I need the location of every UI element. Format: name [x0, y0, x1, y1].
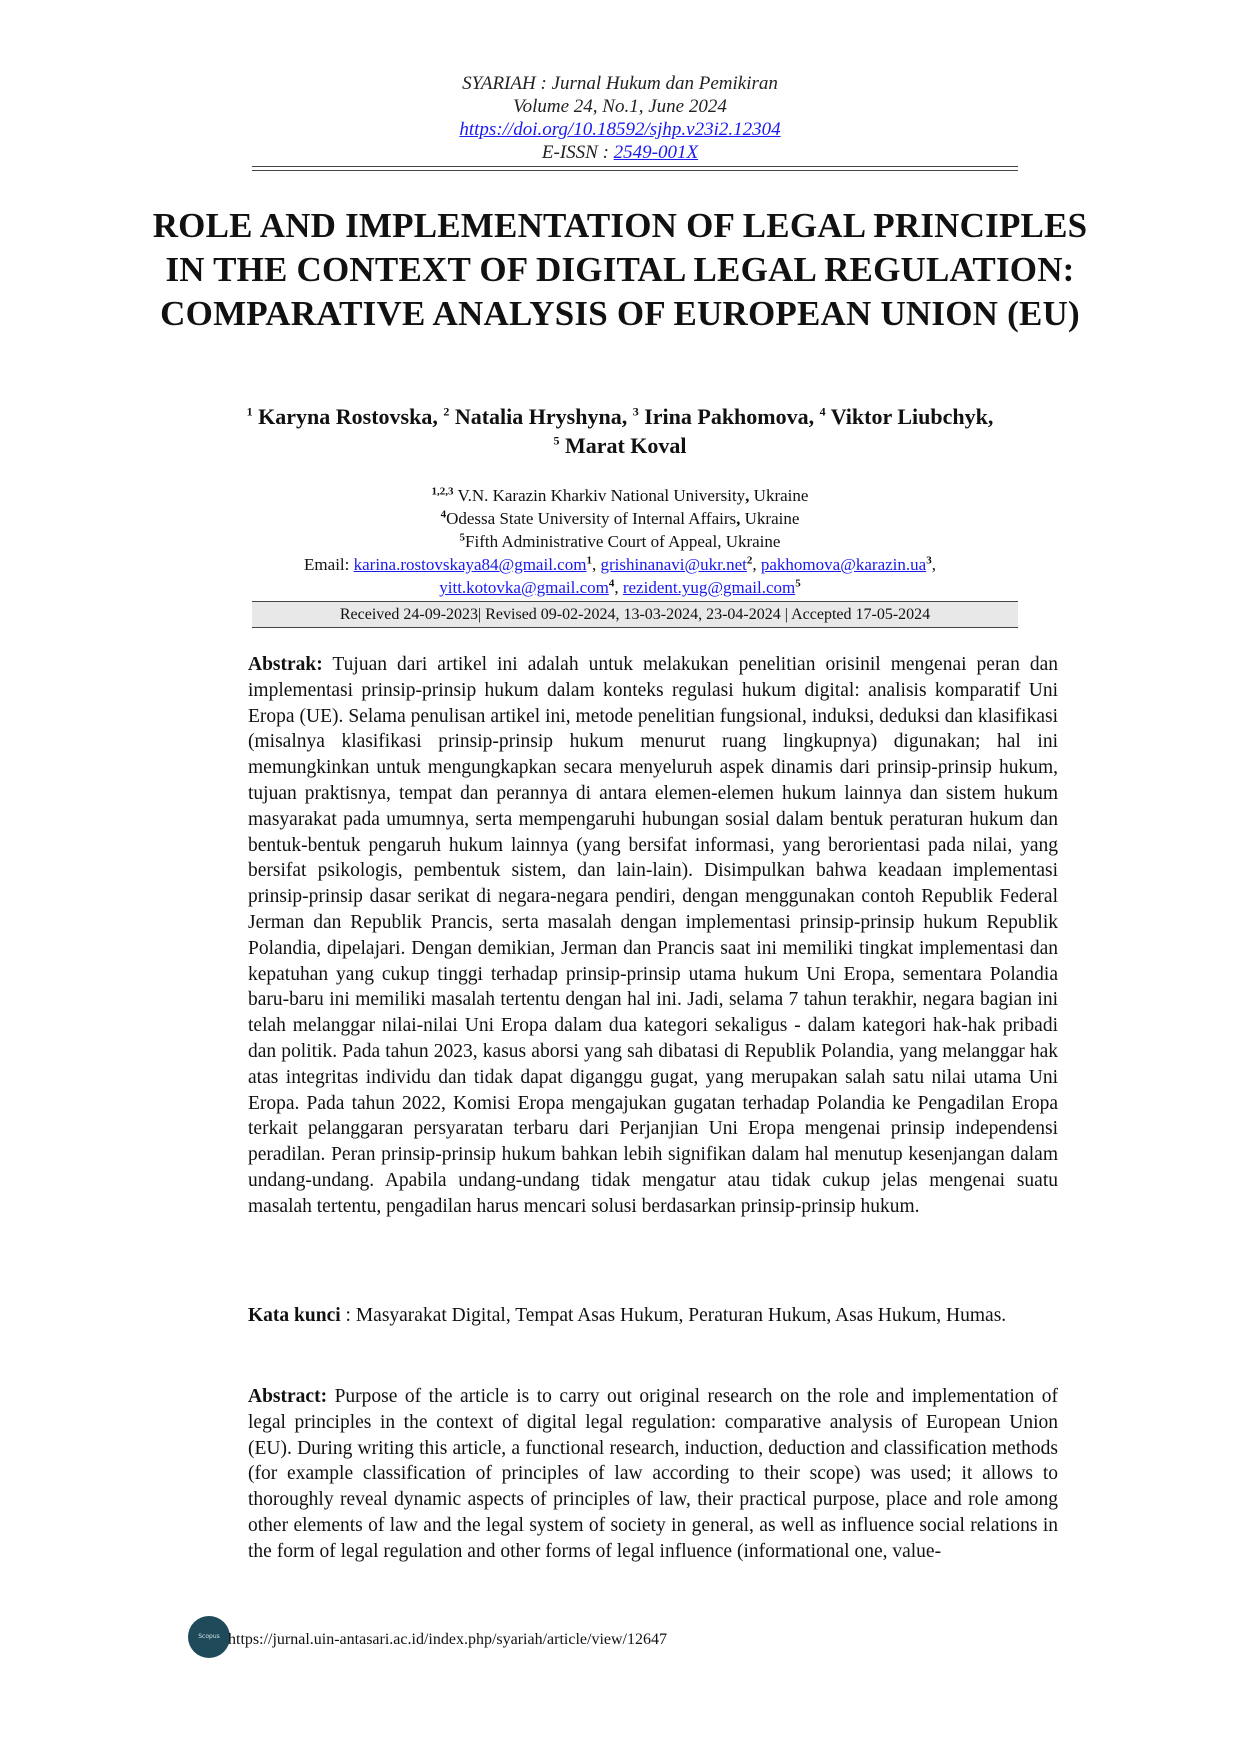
affiliation-1-name: V.N. Karazin Kharkiv National University — [457, 486, 746, 505]
header-rule-bottom — [252, 170, 1018, 171]
affiliation-1-country: Ukraine — [753, 486, 809, 505]
abstract-label: Abstract: — [248, 1386, 328, 1407]
affiliations — [200, 484, 1040, 599]
kata-kunci-paragraph — [248, 1303, 1058, 1329]
affiliation-1-number: 1,2,3 — [431, 485, 454, 498]
header-rule-top — [252, 166, 1018, 167]
author-4-number: 4 — [819, 404, 826, 419]
abstract-paragraph — [248, 1384, 1058, 1565]
affiliation-2-country: Ukraine — [744, 509, 800, 528]
affiliation-2-name: Odessa State University of Internal Affairs — [446, 509, 737, 528]
abstrak-text: Tujuan dari artikel ini adalah untuk melakukan penelitian orisinil mengenai peran dan implementasi prinsip-prinsip hukum dalam konteks regulasi hukum digital: analisis komparatif Uni Eropa (UE). Selama penulisan artikel ini, metode penelitian fungsional, induksi, deduksi dan klasifikasi (misalnya klasifikasi prinsip-prinsip hukum menurut ruang lingkupnya) digunakan; hal ini memungkinkan untuk mengungkapkan secara menyeluruh aspek dinamis dari prinsip-prinsip hukum, tujuan praktisnya, tempat dan perannya di antara elemen-elemen hukum lainnya dan sistem hukum masyarakat pada umumnya, serta mempengaruhi hubungan sosial dalam bentuk peraturan hukum dan bentuk-bentuk pengaruh hukum lainnya (yang bersifat informasi, yang berorientasi pada nilai, yang bersifat psikologis, pembentuk sistem, dan lain-lain). Disimpulkan bahwa keadaan implementasi prinsip-prinsip dasar serikat di negara-negara pendiri, dengan menggunakan contoh Republik Federal Jerman dan Republik Prancis, serta masalah dengan implementasi prinsip-prinsip hukum Republik Polandia, dipelajari. Dengan demikian, Jerman dan Prancis saat ini memiliki tingkat implementasi dan kepatuhan yang cukup tinggi terhadap prinsip-prinsip utama hukum Uni Eropa, sementara Polandia baru-baru ini memiliki masalah tertentu dengan hal ini. Jadi, selama 7 tahun terakhir, negara bagian ini telah melanggar nilai-nilai Uni Eropa dalam dua kategori sekaligus - dalam kategori hak-hak pribadi dan politik. Pada tahun 2023, kasus aborsi yang sah dibatasi di Republik Polandia, yang melanggar hak atas integritas individu dan tidak dapat diganggu gugat, yang merupakan salah satu nilai utama Uni Eropa. Pada tahun 2022, Komisi Eropa mengajukan gugatan terhadap Polandia ke Pengadilan Eropa terkait pelanggaran persyaratan terbaru dari Perjanjian Uni Eropa mengenai prinsip independensi peradilan. Peran prinsip-prinsip hukum bahkan lebih signifikan dalam hal menutup kesenjangan dalam undang-undang. Apabila undang-undang tidak mengatur atau tidak cukup jelas mengenai suatu masalah tertentu, pengadilan harus mencari solusi berdasarkan prinsip-prinsip hukum. — [248, 654, 1058, 1217]
email-1[interactable]: karina.rostovskaya84@gmail.com — [353, 555, 587, 574]
scopus-logo-icon: Scopus — [188, 1616, 230, 1658]
email-5[interactable]: rezident.yug@gmail.com — [622, 578, 796, 597]
email-4-number: 4 — [608, 577, 615, 590]
author-1: Karyna Rostovska, — [258, 404, 438, 429]
author-5: Marat Koval — [564, 433, 687, 458]
author-3: Irina Pakhomova, — [644, 404, 815, 429]
kata-kunci-text: : Masyarakat Digital, Tempat Asas Hukum, Peraturan Hukum, Asas Hukum, Humas. — [340, 1305, 1007, 1326]
author-2-number: 2 — [443, 404, 450, 419]
author-list — [160, 402, 1080, 460]
email-2[interactable]: grishinanavi@ukr.net — [600, 555, 747, 574]
affiliation-3 — [200, 530, 1040, 553]
email-line-1: Email: karina.rostovskaya84@gmail.com$^1$, grishinanavi@ukr.net$^2$, $pakhomova@karazin.ua^3$, — [304, 554, 936, 574]
journal-title: SYARIAH : Jurnal Hukum dan Pemikiran — [462, 73, 778, 94]
journal-volume: Volume 24, No.1, June 2024 — [513, 96, 727, 117]
abstract-text: Purpose of the article is to carry out original research on the role and implementation of legal principles in the context of digital legal regulation: comparative analysis of European Union (EU). During writing this article, a functional research, induction, deduction and classification methods (for example classification of principles of law according to their scope) was used; it allows to thoroughly reveal dynamic aspects of principles of law, their practical purpose, place and role among other elements of law and the legal system of society in general, as well as influence social relations in the form of legal regulation and other forms of legal influence (informational one, value- — [248, 1386, 1058, 1562]
author-1-number: 1 — [246, 404, 253, 419]
author-3-number: 3 — [632, 404, 639, 419]
affiliation-3-number: 5 — [459, 531, 466, 544]
email-3-number: 3 — [926, 554, 932, 567]
footer-url[interactable]: https://jurnal.uin-antasari.ac.id/index.php/syariah/article/view/12647 — [228, 1631, 667, 1648]
email-2-number: 2 — [746, 554, 753, 567]
affiliation-3-name: Fifth Administrative Court of Appeal, Ukraine — [465, 532, 781, 551]
kata-kunci-label: Kata kunci — [248, 1305, 341, 1326]
email-label: Email: — [304, 555, 354, 574]
email-1-number: 1 — [586, 554, 592, 567]
abstrak-paragraph — [248, 652, 1058, 1220]
submission-dates: Received 24-09-2023| Revised 09-02-2024, 13-03-2024, 23-04-2024 | Accepted 17-05-2024 — [252, 601, 1018, 628]
eissn-line — [0, 141, 1240, 164]
email-4[interactable]: yitt.kotovka@gmail.com — [439, 578, 609, 597]
author-5-number: 5 — [553, 433, 560, 448]
author-4: Viktor Liubchyk, — [830, 404, 994, 429]
email-line-2: yitt.kotovka@gmail.com$^4$, rezident.yug@gmail.com$^5$ — [439, 577, 801, 597]
eissn-link[interactable]: 2549-001X — [613, 142, 699, 163]
affiliation-2: $^4$Odessa State University of Internal Affairs, Ukraine — [440, 508, 800, 528]
eissn-label: E-ISSN : — [541, 142, 614, 163]
doi-link[interactable]: https://doi.org/10.18592/sjhp.v23i2.12304 — [459, 119, 781, 140]
affiliation-1: $^{1,2,3}$ V.N. Karazin Kharkiv National University, Ukraine — [431, 485, 809, 505]
author-2: Natalia Hryshyna, — [454, 404, 628, 429]
abstrak-label: Abstrak: — [248, 654, 323, 675]
email-3[interactable]: pakhomova@karazin.ua — [760, 555, 927, 574]
journal-header — [0, 72, 1240, 164]
email-5-number: 5 — [795, 577, 801, 590]
paper-title: ROLE AND IMPLEMENTATION OF LEGAL PRINCIPLES IN THE CONTEXT OF DIGITAL LEGAL REGULATION: COMPARATIVE ANALYSIS OF EUROPEAN UNION (EU) — [152, 206, 1088, 333]
affiliation-2-number: 4 — [440, 508, 447, 521]
